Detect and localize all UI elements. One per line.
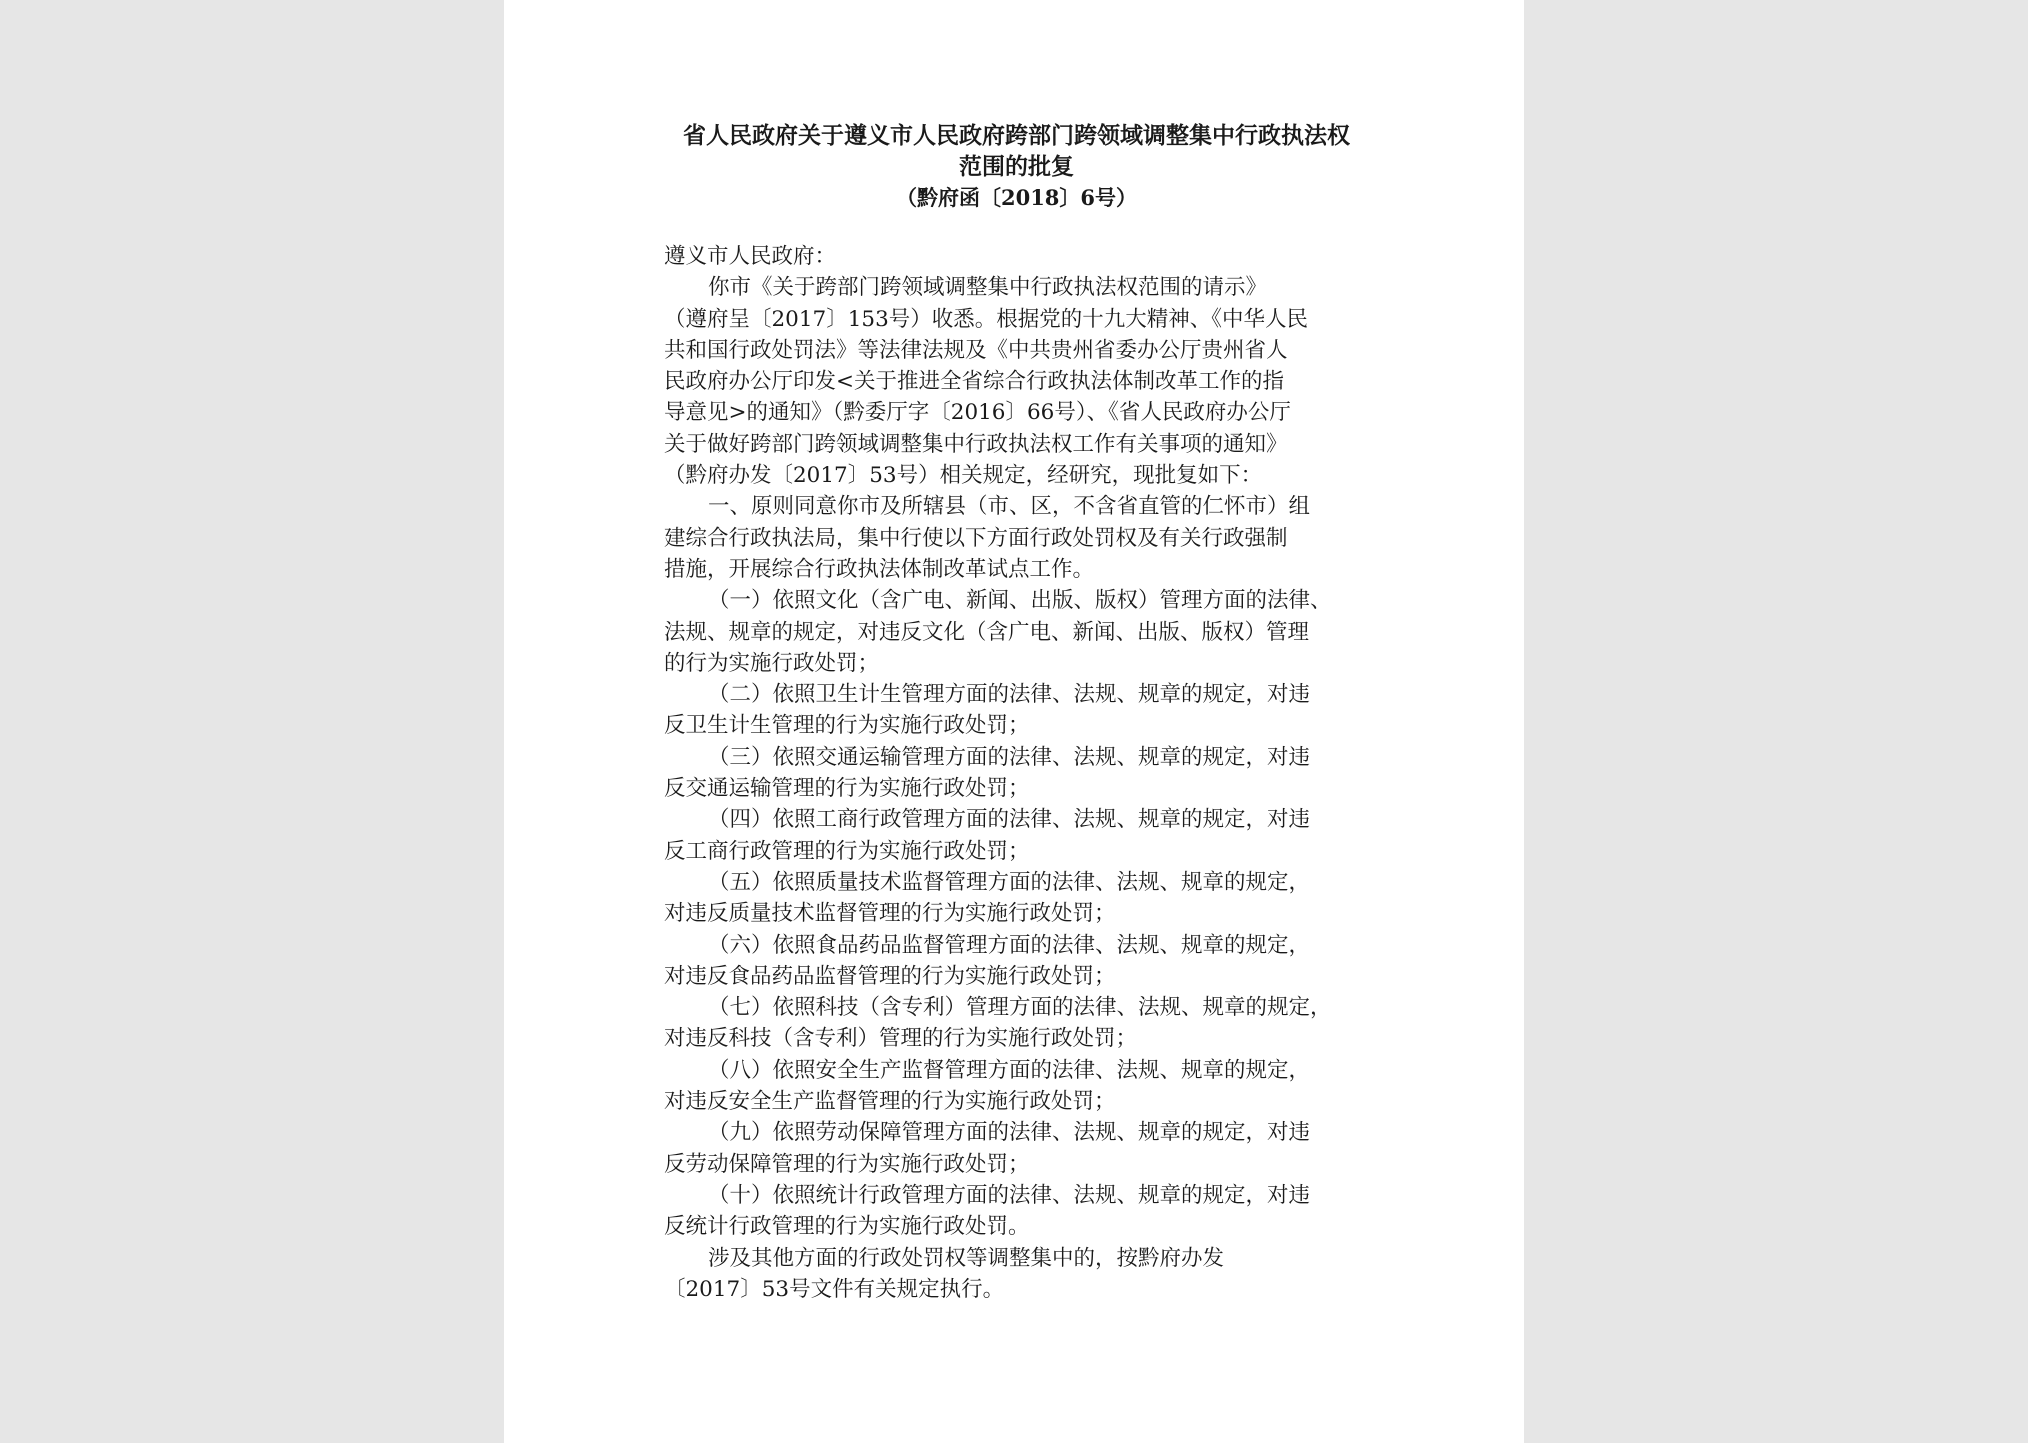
body-line: 民政府办公厅印发<关于推进全省综合行政执法体制改革工作的指: [664, 369, 1285, 395]
document-number: （黔府函〔2018〕6号）: [895, 185, 1138, 210]
body-line: （八）依照安全生产监督管理方面的法律、法规、规章的规定，: [708, 1057, 1311, 1083]
body-line: （二）依照卫生计生管理方面的法律、法规、规章的规定，对违: [708, 682, 1311, 708]
body-line: （三）依照交通运输管理方面的法律、法规、规章的规定，对违: [708, 744, 1311, 770]
body-line: 反交通运输管理的行为实施行政处罚；: [664, 776, 1030, 802]
body-line: 共和国行政处罚法》等法律法规及《中共贵州省委办公厅贵州省人: [664, 337, 1288, 363]
body-line: （遵府呈〔2017〕153号）收悉。根据党的十九大精神、《中华人民: [664, 306, 1309, 332]
document-page: [504, 0, 1524, 1443]
title-line-2: 范围的批复: [959, 153, 1074, 180]
body-line: 对违反科技（含专利）管理的行为实施行政处罚；: [664, 1026, 1138, 1052]
body-line: 你市《关于跨部门跨领域调整集中行政执法权范围的请示》: [708, 275, 1268, 301]
body-line: 的行为实施行政处罚；: [664, 650, 880, 676]
body-line: 对违反质量技术监督管理的行为实施行政处罚；: [664, 901, 1116, 927]
body-line: 涉及其他方面的行政处罚权等调整集中的，按黔府办发: [708, 1245, 1225, 1271]
body-line: （九）依照劳动保障管理方面的法律、法规、规章的规定，对违: [708, 1120, 1311, 1146]
body-line: （四）依照工商行政管理方面的法律、法规、规章的规定，对违: [708, 807, 1311, 833]
title-line-1: 省人民政府关于遵义市人民政府跨部门跨领域调整集中行政执法权: [683, 122, 1350, 149]
letter-text: [664, 241, 1369, 1305]
body-line: 反卫生计生管理的行为实施行政处罚；: [664, 713, 1030, 739]
body-line: （六）依照食品药品监督管理方面的法律、法规、规章的规定，: [708, 932, 1311, 958]
body-line: （七）依照科技（含专利）管理方面的法律、法规、规章的规定，: [708, 995, 1332, 1021]
body-line: （十）依照统计行政管理方面的法律、法规、规章的规定，对违: [708, 1182, 1311, 1208]
body-line: （一）依照文化（含广电、新闻、出版、版权）管理方面的法律、: [708, 588, 1332, 614]
salutation: 遵义市人民政府：: [664, 244, 837, 269]
body-line: 建综合行政执法局，集中行使以下方面行政处罚权及有关行政强制: [664, 525, 1288, 551]
body-line: 关于做好跨部门跨领域调整集中行政执法权工作有关事项的通知》: [664, 431, 1288, 457]
body-line: （黔府办发〔2017〕53号）相关规定，经研究，现批复如下：: [664, 463, 1263, 489]
body-line: 反工商行政管理的行为实施行政处罚；: [664, 838, 1030, 864]
body-line: 对违反食品药品监督管理的行为实施行政处罚；: [664, 963, 1116, 989]
body-line: 对违反安全生产监督管理的行为实施行政处罚；: [664, 1089, 1116, 1115]
body-line: 导意见>的通知》（黔委厅字〔2016〕66号）、《省人民政府办公厅: [664, 400, 1291, 426]
body-line: 法规、规章的规定，对违反文化（含广电、新闻、出版、版权）管理: [664, 619, 1310, 645]
document-title: [664, 120, 1369, 182]
document-body: [664, 120, 1369, 1305]
body-line: 反统计行政管理的行为实施行政处罚。: [664, 1214, 1030, 1240]
body-line: 一、原则同意你市及所辖县（市、区，不含省直管的仁怀市）组: [708, 494, 1311, 520]
body-line: 措施，开展综合行政执法体制改革试点工作。: [664, 556, 1095, 582]
body-line: 反劳动保障管理的行为实施行政处罚；: [664, 1151, 1030, 1177]
body-line: （五）依照质量技术监督管理方面的法律、法规、规章的规定，: [708, 869, 1311, 895]
body-line: 〔2017〕53号文件有关规定执行。: [664, 1276, 1005, 1302]
